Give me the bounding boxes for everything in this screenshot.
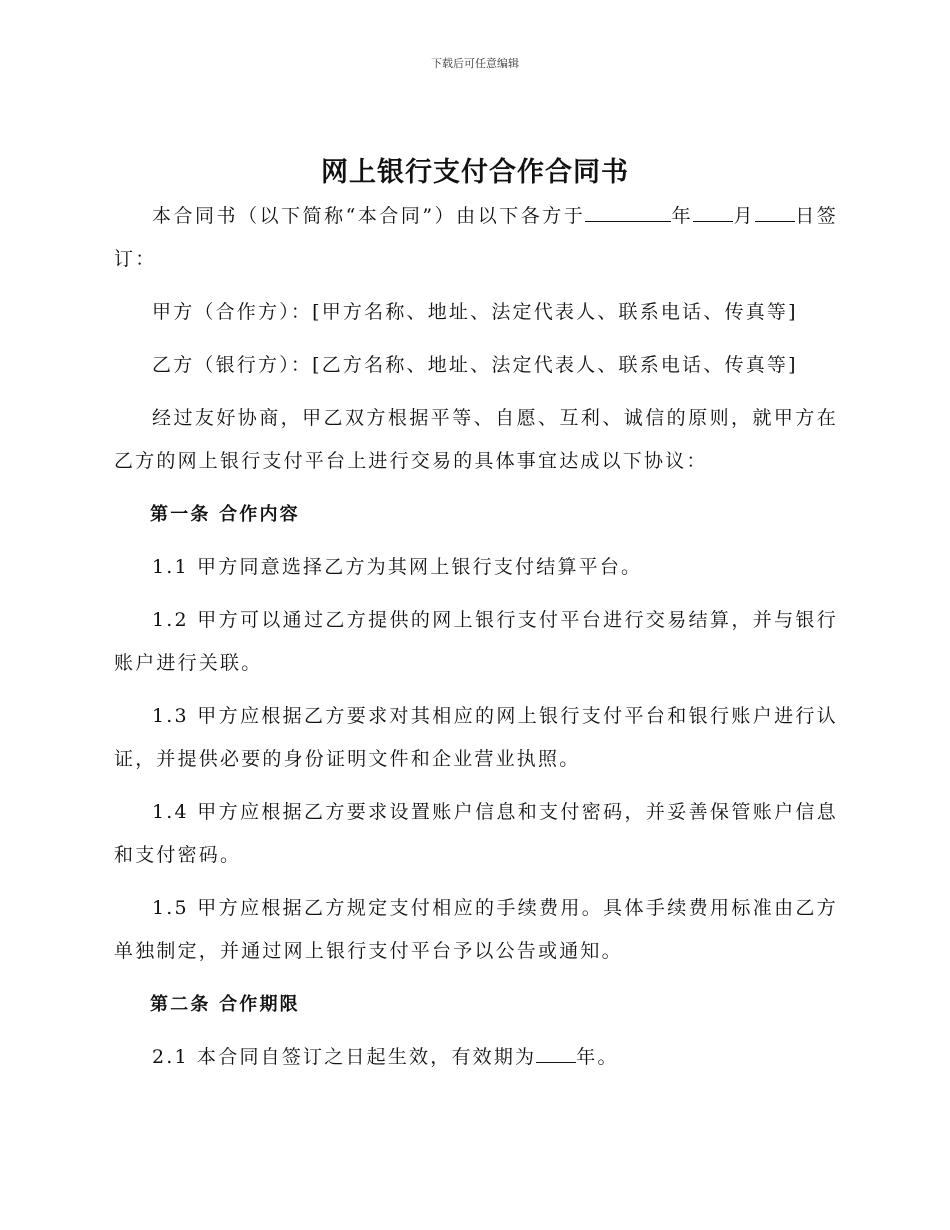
blank-term-years xyxy=(536,1036,576,1063)
blank-day xyxy=(755,195,795,222)
document-body xyxy=(114,195,838,1089)
article1-item: 1.5 甲方应根据乙方规定支付相应的手续费用。具体手续费用标准由乙方单独制定，并通过网上银行支付平台予以公告或通知。 xyxy=(114,897,838,962)
blank-month xyxy=(693,195,733,222)
document-title: 网上银行支付合作合同书 xyxy=(321,157,629,188)
intro-year: 年 xyxy=(671,205,694,227)
article1-item: 1.4 甲方应根据乙方要求设置账户信息和支付密码，并妥善保管账户信息和支付密码。 xyxy=(114,801,838,866)
article1-item: 1.2 甲方可以通过乙方提供的网上银行支付平台进行交易结算，并与银行账户进行关联。 xyxy=(114,609,838,674)
intro-paragraph xyxy=(114,195,838,281)
article2-item xyxy=(114,1036,838,1079)
intro-day-signed: 日签订： xyxy=(114,205,839,270)
article1-item: 1.1 甲方同意选择乙方为其网上银行支付结算平台。 xyxy=(152,556,643,578)
intro-month: 月 xyxy=(733,205,755,227)
article1-item: 1.3 甲方应根据乙方要求对其相应的网上银行支付平台和银行账户进行认证，并提供必要的身份证明文件和企业营业执照。 xyxy=(114,705,838,770)
page-header: 下载后可任意编辑 xyxy=(431,57,519,70)
preamble: 经过友好协商，甲乙双方根据平等、自愿、互利、诚信的原则，就甲方在乙方的网上银行支付平台上进行交易的具体事宜达成以下协议： xyxy=(114,407,838,472)
intro-text: 本合同书（以下简称“本合同”）由以下各方于 xyxy=(152,205,586,227)
party-b: 乙方（银行方）：[乙方名称、地址、法定代表人、联系电话、传真等] xyxy=(152,354,798,376)
blank-date xyxy=(585,195,671,222)
article1-heading: 第一条 合作内容 xyxy=(150,504,300,525)
party-a: 甲方（合作方）：[甲方名称、地址、法定代表人、联系电话、传真等] xyxy=(152,301,798,323)
article2-item-prefix: 2.1 本合同自签订之日起生效，有效期为 xyxy=(152,1046,537,1068)
article2-heading: 第二条 合作期限 xyxy=(150,994,300,1015)
article2-item-suffix: 年。 xyxy=(576,1046,619,1068)
